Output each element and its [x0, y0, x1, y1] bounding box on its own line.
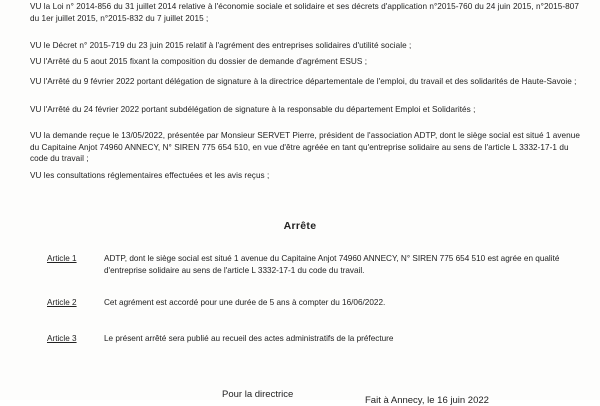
- vu-arrete-subdelegation-text: VU l'Arrêté du 24 février 2022 portant subdélégation de signature à la responsable du département Emploi et Solidarités ;: [30, 105, 476, 114]
- signature-line: Pour la directrice: [222, 389, 294, 400]
- vu-loi-paragraph: [30, 1, 580, 24]
- vu-decret-paragraph: [30, 40, 580, 52]
- article-2-text: Cet agrément est accordé pour une durée de 5 ans à compter du 16/06/2022.: [104, 298, 386, 307]
- arrete-heading: Arrête: [283, 220, 317, 232]
- vu-arrete-delegation-paragraph: [30, 76, 580, 88]
- vu-decret-text: VU le Décret n° 2015-719 du 23 juin 2015 relatif à l'agrément des entreprises solidaires d'utilité sociale ;: [30, 41, 412, 50]
- vu-demande-text: VU la demande reçue le 13/05/2022, présentée par Monsieur SERVET Pierre, président de l'association ADTP, dont le siège social est situé 1 avenue du Capitaine Anjot 74960 ANNECY, N° SIREN 775 654 510, en vue d'être agréée en tant qu'entreprise solidaire au sens de l'article L 3332-17-1 du code du travail ;: [30, 131, 580, 163]
- article-1-text: ADTP, dont le siège social est situé 1 avenue du Capitaine Anjot 74960 ANNECY, N° SIREN 775 654 510 est agrée en qualité d'entreprise solidaire au sens de l'article L 3332-17-1 du code du travail.: [104, 254, 560, 275]
- vu-consultations-paragraph: [30, 170, 580, 182]
- vu-arrete-esus-text: VU l'Arrêté du 5 aout 2015 fixant la composition du dossier de demande d'agrément ESUS ;: [30, 57, 368, 66]
- date-line: Fait à Annecy, le 16 juin 2022: [365, 395, 489, 406]
- article-3-label: Article 3: [47, 334, 77, 343]
- vu-consultations-text: VU les consultations réglementaires effectuées et les avis reçus ;: [30, 171, 270, 180]
- vu-loi-text: VU la Loi n° 2014-856 du 31 juillet 2014 relative à l'économie sociale et solidaire et ses décrets d'application n°2015-760 du 24 juin 2015, n°2015-807 du 1er juillet 2015, n°2015-832 du 7 juillet 2015 ;: [30, 2, 579, 23]
- vu-arrete-delegation-text: VU l'Arrêté du 9 février 2022 portant délégation de signature à la directrice départementale de l'emploi, du travail et des solidarités de Haute-Savoie ;: [30, 77, 577, 86]
- vu-demande-paragraph: [30, 130, 580, 165]
- article-2-label: Article 2: [47, 298, 77, 307]
- article-3-text: Le présent arrêté sera publié au recueil des actes administratifs de la préfecture: [104, 334, 394, 343]
- vu-arrete-esus-paragraph: [30, 56, 580, 68]
- vu-arrete-subdelegation-paragraph: [30, 104, 580, 116]
- article-1-label: Article 1: [47, 254, 77, 263]
